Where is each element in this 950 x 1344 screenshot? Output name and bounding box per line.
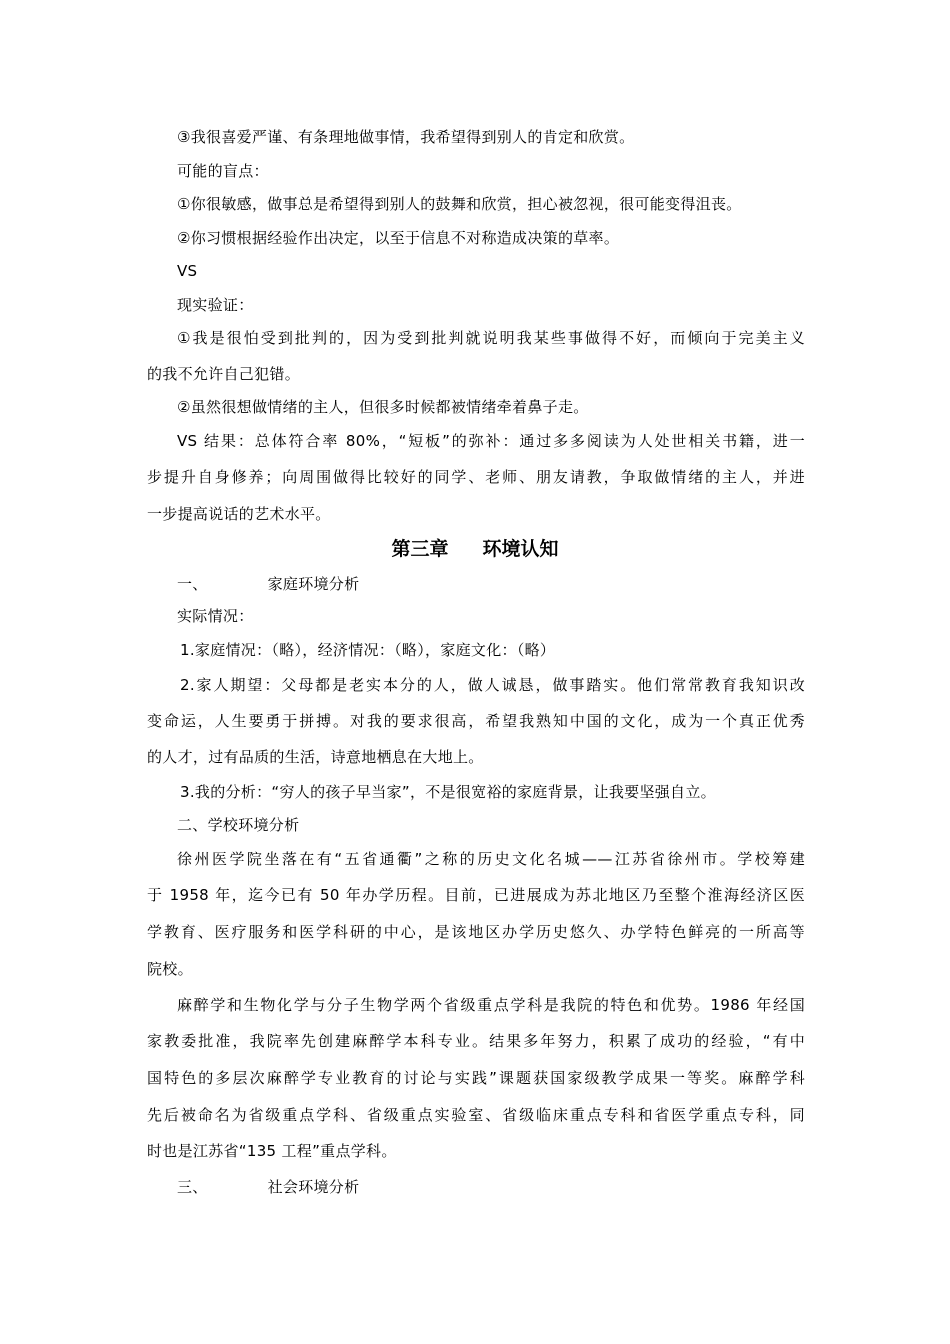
text-line: 变命运，人生要勇于拼搏。对我的要求很高，希望我熟知中国的文化，成为一个真正优秀: [147, 712, 805, 730]
text-line: 2.家人期望：父母都是老实本分的人，做人诚恳，做事踏实。他们常常教育我知识改: [180, 676, 805, 694]
text-line: 步提升自身修养；向周围做得比较好的同学、老师、朋友请教，争取做情绪的主人，并进: [147, 468, 805, 486]
text-line: 1.家庭情况：（略），经济情况：（略），家庭文化：（略）: [180, 641, 556, 659]
text-line: 麻醉学和生物化学与分子生物学两个省级重点学科是我院的特色和优势。1986 年经国: [177, 996, 805, 1014]
text-line: 家教委批准，我院率先创建麻醉学本科专业。结果多年努力，积累了成功的经验，“有中: [147, 1032, 805, 1050]
section-heading: [177, 574, 359, 594]
text-line: VS: [177, 262, 198, 280]
section-heading: [177, 1177, 359, 1197]
text-line: 现实验证：: [177, 296, 254, 314]
text-line: VS 结果：总体符合率 80%，“短板”的弥补：通过多多阅读为人处世相关书籍，进一: [177, 432, 805, 450]
text-line: 于 1958 年，迄今已有 50 年办学历程。目前，已进展成为苏北地区乃至整个淮海经济区医: [147, 886, 805, 904]
section-number: 三、: [177, 1178, 208, 1196]
text-line: 一步提高说话的艺术水平。: [147, 505, 331, 523]
text-line: ③我很喜爱严谨、有条理地做事情，我希望得到别人的肯定和欣赏。: [177, 128, 635, 146]
section-title: 家庭环境分析: [267, 575, 360, 593]
text-line: ②你习惯根据经验作出决定，以至于信息不对称造成决策的草率。: [177, 229, 620, 247]
text-line: 实际情况：: [177, 607, 254, 625]
text-line: 时也是江苏省“135 工程”重点学科。: [147, 1142, 397, 1160]
text-line: 可能的盲点：: [177, 162, 269, 180]
text-line: 徐州医学院坐落在有“五省通衢”之称的历史文化名城——江苏省徐州市。学校筹建: [177, 850, 805, 868]
section-heading: 二、学校环境分析: [177, 816, 300, 834]
text-line: 的人才，过有品质的生活，诗意地栖息在大地上。: [147, 748, 484, 766]
text-line: 国特色的多层次麻醉学专业教育的讨论与实践”课题获国家级教学成果一等奖。麻醉学科: [147, 1069, 805, 1087]
section-title: 社会环境分析: [267, 1178, 360, 1196]
chapter-heading: [0, 537, 950, 561]
text-line: 的我不允许自己犯错。: [147, 365, 301, 383]
text-line: 先后被命名为省级重点学科、省级重点实验室、省级临床重点专科和省医学重点专科，同: [147, 1106, 805, 1124]
chapter-title: 环境认知: [482, 538, 559, 560]
section-number: 一、: [177, 575, 208, 593]
text-line: 院校。: [147, 960, 193, 978]
text-line: 3.我的分析：“穷人的孩子早当家”，不是很宽裕的家庭背景，让我要坚强自立。: [180, 783, 716, 801]
text-line: 学教育、医疗服务和医学科研的中心，是该地区办学历史悠久、办学特色鲜亮的一所高等: [147, 923, 805, 941]
chapter-number: 第三章: [391, 538, 449, 560]
text-line: ②虽然很想做情绪的主人，但很多时候都被情绪牵着鼻子走。: [177, 398, 589, 416]
text-line: ①我是很怕受到批判的，因为受到批判就说明我某些事做得不好，而倾向于完美主义: [177, 329, 805, 347]
text-line: ①你很敏感，做事总是希望得到别人的鼓舞和欣赏，担心被忽视，很可能变得沮丧。: [177, 195, 742, 213]
